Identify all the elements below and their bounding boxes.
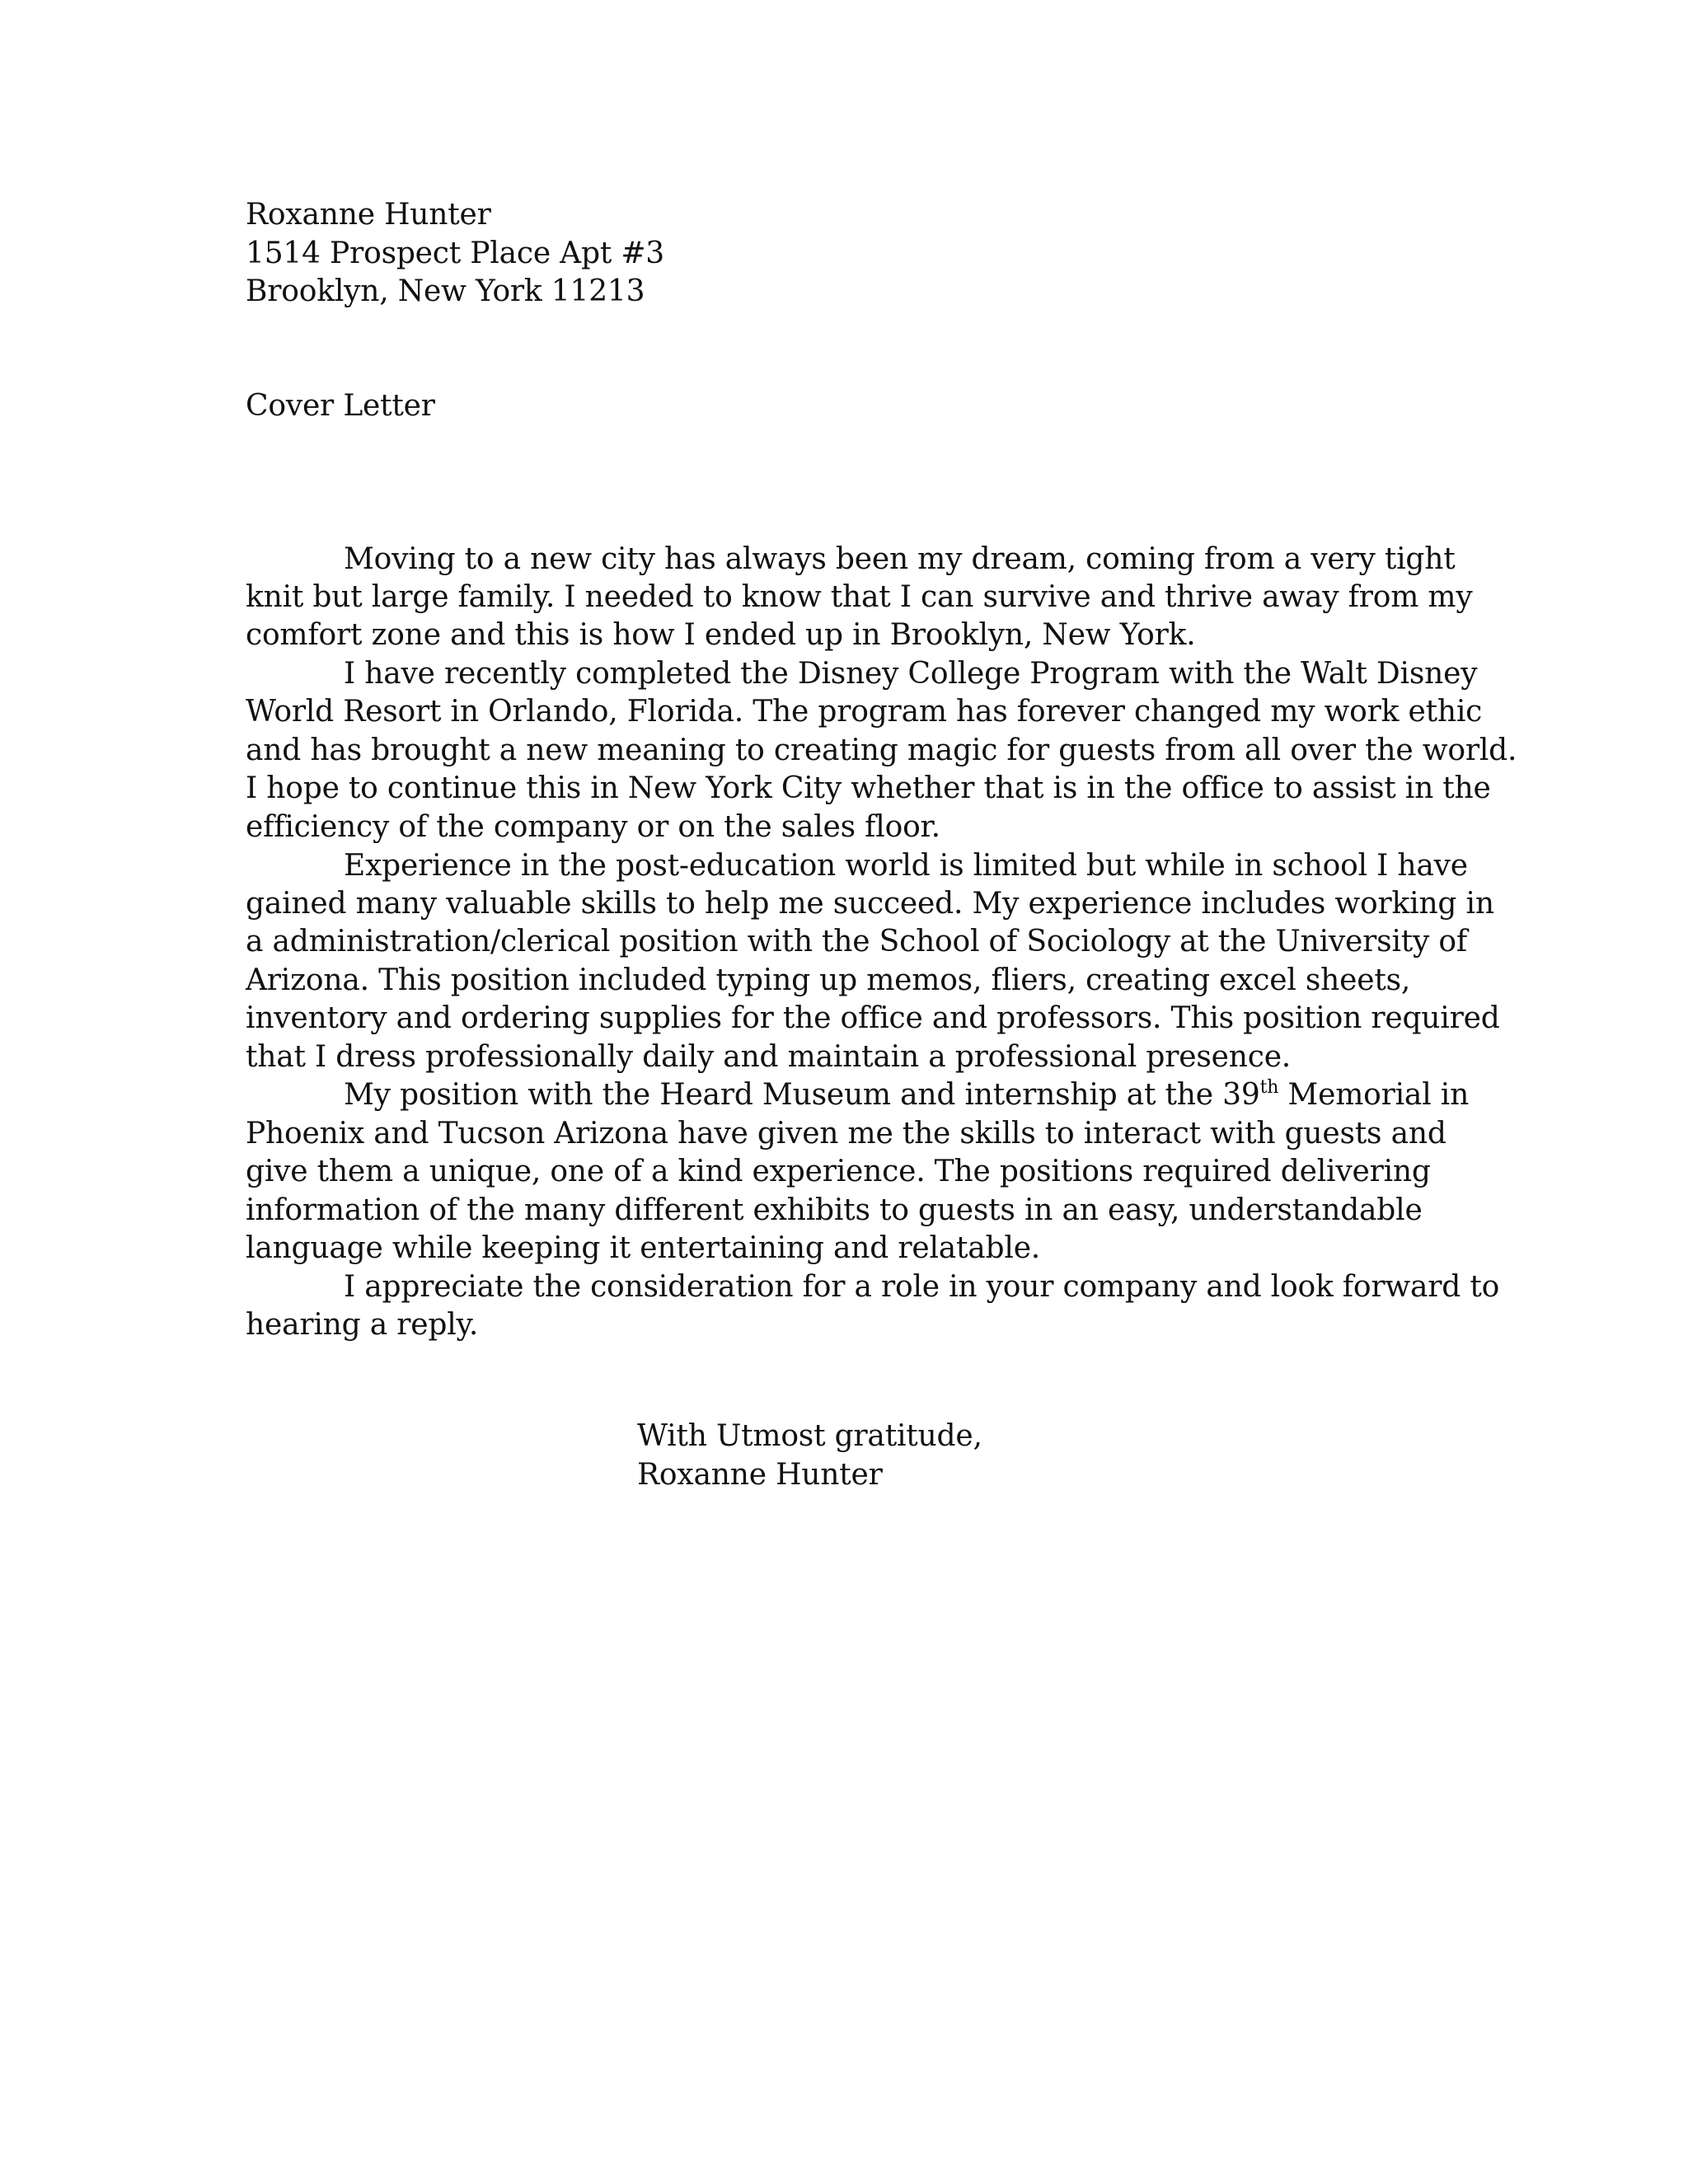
body-line: World Resort in Orlando, Florida. The program has forever changed my work ethic [246,695,1483,729]
body-text: My position with the Heard Museum and internship at the 39 [344,1078,1260,1112]
body-line: I have recently completed the Disney College Program with the Walt Disney [344,657,1478,691]
body-line [344,1076,1469,1114]
body-line: I hope to continue this in New York City whether that is in the office to assist in the [246,771,1491,805]
letter-heading: Cover Letter [246,389,435,423]
sender-name: Roxanne Hunter [246,198,491,232]
sender-address-line-2: Brooklyn, New York 11213 [246,274,645,308]
body-line: that I dress professionally daily and maintain a professional presence. [246,1040,1292,1074]
body-line: comfort zone and this is how I ended up in Brooklyn, New York. [246,618,1196,652]
sender-address-line-1: 1514 Prospect Place Apt #3 [246,237,664,270]
body-line: Phoenix and Tucson Arizona have given me the skills to interact with guests and [246,1117,1447,1151]
body-line: Arizona. This position included typing up memos, fliers, creating excel sheets, [246,963,1411,997]
body-line: knit but large family. I needed to know that I can survive and thrive away from my [246,580,1473,614]
body-line: Moving to a new city has always been my dream, coming from a very tight [344,542,1456,576]
body-text: Memorial in [1278,1078,1470,1112]
body-line: gained many valuable skills to help me succeed. My experience includes working in [246,887,1494,921]
body-line: hearing a reply. [246,1308,479,1342]
body-line: a administration/clerical position with the School of Sociology at the University of [246,925,1467,958]
body-line: and has brought a new meaning to creating magic for guests from all over the world. [246,733,1517,767]
closing-signature-name: Roxanne Hunter [637,1458,883,1492]
body-line: language while keeping it entertaining and relatable. [246,1231,1041,1265]
ordinal-suffix: th [1259,1077,1279,1098]
body-line: give them a unique, one of a kind experience. The positions required delivering [246,1155,1431,1188]
body-line: inventory and ordering supplies for the office and professors. This position required [246,1001,1500,1035]
body-line: I appreciate the consideration for a role in your company and look forward to [344,1270,1500,1304]
body-line: information of the many different exhibits to guests in an easy, understandable [246,1193,1423,1227]
closing-salutation: With Utmost gratitude, [637,1419,982,1453]
body-line: efficiency of the company or on the sales floor. [246,810,940,844]
body-line: Experience in the post-education world is limited but while in school I have [344,849,1468,883]
